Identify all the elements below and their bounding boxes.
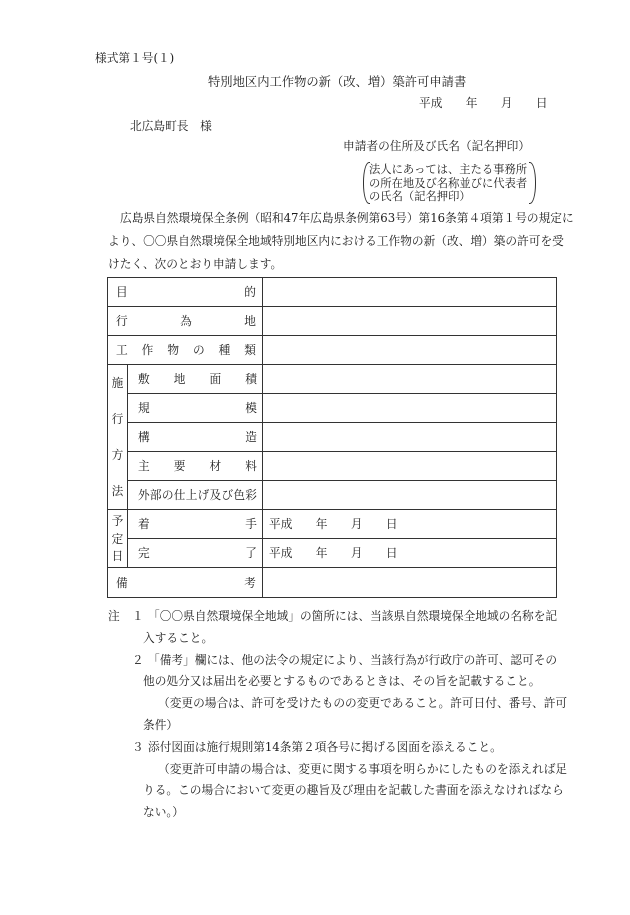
remarks-label [108,568,263,597]
label-char: 及 [209,488,222,502]
label-char: 行 [116,314,128,328]
label-char: 工 [116,343,128,357]
label-char: 作 [141,343,154,357]
note-text: 「〇〇県自然環境保全地域」の箇所には、当該県自然環境保全地域の名称を記 [148,609,558,623]
label-char: 地 [173,372,186,386]
method-group-label [108,365,128,510]
start-date: 平成 年 月 日 [263,510,556,539]
note-line: ない。） [143,805,184,820]
addressee: 北広島町長 様 [130,119,212,133]
label-char: の [192,343,205,357]
note-number: ３ [132,739,144,754]
note-item-3 [0,737,630,824]
label-char: 積 [245,372,257,386]
note-line [0,737,630,759]
applicant-label: 申請者の住所及び氏名（記名押印） [343,139,531,153]
label-char: 主 [138,459,150,473]
construction-label [128,423,263,452]
statement-line: けたく、次のとおり申請します。 [108,257,283,271]
label-char: 彩 [245,488,257,502]
label-char: の [161,488,174,502]
label-char: 目 [116,285,128,299]
label-char: 方 [111,448,124,462]
label-char: 部 [149,488,162,502]
label-char: 模 [245,401,257,415]
label-char: 手 [245,517,257,531]
note-text: 添付図面は施行規則第14条第２項各号に掲げる図面を添えること。 [148,739,502,754]
label-char: 造 [245,430,257,444]
notes-label: 注 [108,609,120,623]
exterior-value [263,481,556,510]
label-char: げ [197,488,210,502]
completion-date: 平成 年 月 日 [263,539,556,568]
right-bracket [529,162,536,204]
label-char: 類 [244,343,256,357]
document-title: 特別地区内工作物の新（改、増）築許可申請書 [208,75,467,89]
label-char: 了 [245,546,257,560]
form-number: 様式第１号(１) [95,51,175,65]
label-char: 仕 [173,488,186,502]
label-char: 法 [111,484,124,498]
purpose-label [108,278,263,307]
label-char: 的 [244,285,256,299]
label-char: 料 [245,459,257,473]
label-char: び [221,488,234,502]
note-line: 他の処分又は届出を必要とするものであるときは、その旨を記載すること。 [143,674,541,689]
label-char: 日 [111,549,124,564]
start-label [128,510,263,539]
label-char: 面 [209,372,222,386]
purpose-value [263,278,556,307]
application-statement [108,207,574,276]
label-char: 考 [244,575,256,590]
corporation-note-line: 法人にあっては、主たる事務所 [369,163,528,176]
structure-type-label [108,336,263,365]
label-char: 地 [244,314,256,328]
note-line: 条件） [143,717,179,732]
corporation-note-line: の所在地及び名称並びに代表者 [369,176,528,190]
note-line: （変更許可申請の場合は、変更に関する事項を明らかにしたものを添えれば足 [158,761,568,776]
site-area-value [263,365,556,394]
completion-label [128,539,263,568]
label-char: 色 [233,488,246,502]
label-char: 為 [180,314,192,328]
site-area-label [128,365,263,394]
label-char: 敷 [138,372,150,386]
scale-label [128,394,263,423]
label-char: 着 [138,517,150,531]
remarks-value [263,568,556,597]
main-materials-value [263,452,556,481]
site-label [108,307,263,336]
label-char: 規 [138,401,150,415]
corporation-note-text [369,163,527,204]
note-item-2 [0,650,630,737]
application-date: 平成 年 月 日 [419,96,548,110]
note-number: ２ [132,652,144,667]
label-char: 予 [111,513,124,528]
schedule-group-label [108,510,128,568]
scale-value [263,394,556,423]
label-char: 施 [111,376,124,390]
label-char: 行 [111,412,124,426]
note-line: 入すること。 [143,630,214,645]
site-value [263,307,556,336]
structure-type-value [263,336,556,365]
label-char: 物 [167,343,180,357]
label-char: 要 [173,459,186,473]
note-number: １ [132,609,144,623]
main-materials-label [128,452,263,481]
statement-line: 広島県自然環境保全条例（昭和47年広島県条例第63号）第16条第４項第１号の規定に [120,211,574,225]
note-text: 「備考」欄には、他の法令の規定により、当該行為が行政庁の許可、認可その [148,652,558,667]
label-char: 材 [209,459,222,473]
statement-line: より、〇〇県自然環境保全地域特別地区内における工作物の新（改、増）築の許可を受 [108,234,564,248]
label-char: 完 [138,546,150,560]
label-char: 種 [218,343,231,357]
label-char: 備 [116,575,128,590]
note-line: （変更の場合は、許可を受けたものの変更であること。許可日付、番号、許可 [158,696,568,711]
label-char: 定 [111,531,124,546]
label-char: 構 [138,430,150,444]
exterior-label [128,481,263,510]
corporation-note [363,162,536,204]
notes [0,606,630,824]
label-char: 外 [138,488,150,502]
label-char: 上 [185,488,198,502]
corporation-note-line: の氏名（記名押印） [369,190,471,203]
note-line: りる。この場合において変更の趣旨及び理由を記載した書面を添えなければなら [143,783,564,798]
application-table [107,277,557,598]
construction-value [263,423,556,452]
note-item-1 [0,606,630,650]
note-line [0,606,630,628]
note-line [0,650,630,672]
